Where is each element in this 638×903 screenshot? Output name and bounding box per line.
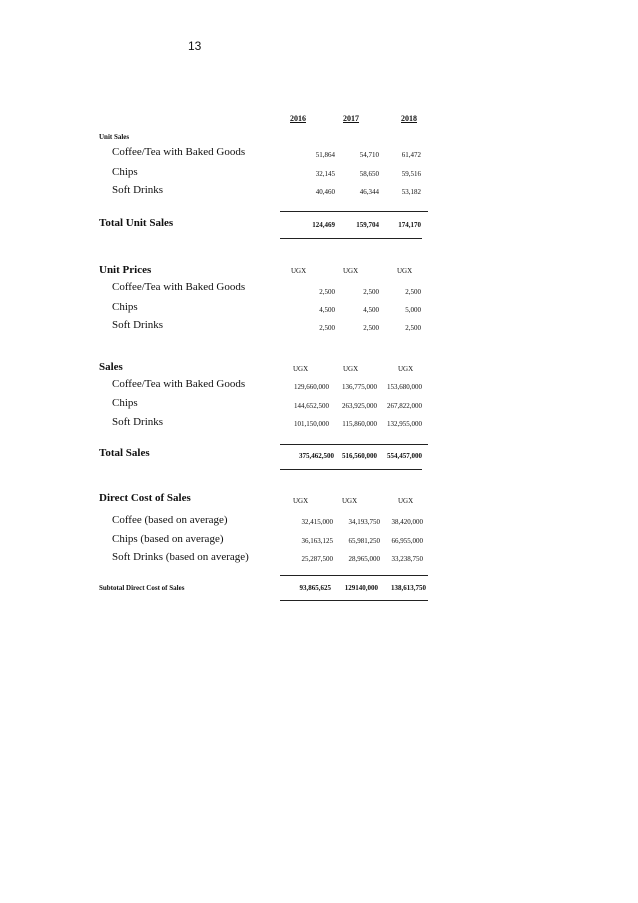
unit-sales-value: 58,650 [359, 170, 379, 178]
direct-cost-value: 38,420,000 [391, 518, 423, 526]
sales-row-label: Soft Drinks [112, 416, 164, 428]
unit-sales-value: 59,516 [401, 170, 421, 178]
direct-cost-row-label: Soft Drinks (based on average) [112, 551, 249, 563]
unit-prices-value: 4,500 [363, 306, 379, 314]
direct-cost-row-label: Coffee (based on average) [112, 514, 228, 526]
subtotal-direct-cost-value: 138,613,750 [391, 584, 426, 592]
unit-sales-heading: Unit Sales [99, 133, 130, 141]
unit-prices-value: 2,500 [319, 324, 335, 332]
unit-sales-value: 40,460 [315, 188, 335, 196]
sales-heading: Sales [99, 361, 123, 373]
unit-sales-value: 51,864 [315, 151, 335, 159]
currency-label: UGX [398, 365, 414, 373]
divider [280, 238, 422, 239]
sales-row-label: Coffee/Tea with Baked Goods [112, 378, 246, 390]
currency-label: UGX [343, 267, 359, 275]
currency-label: UGX [397, 267, 413, 275]
sales-value: 115,860,000 [342, 420, 377, 428]
currency-label: UGX [398, 497, 414, 505]
direct-cost-row-label: Chips (based on average) [112, 533, 224, 545]
subtotal-direct-cost-label: Subtotal Direct Cost of Sales [99, 584, 185, 592]
unit-prices-row-label: Soft Drinks [112, 319, 164, 331]
sales-value: 129,660,000 [294, 383, 329, 391]
divider [280, 444, 428, 445]
unit-sales-value: 53,182 [401, 188, 421, 196]
divider [280, 575, 428, 576]
divider [280, 211, 428, 212]
unit-prices-row-label: Chips [112, 301, 138, 313]
direct-cost-value: 65,981,250 [348, 537, 380, 545]
unit-prices-heading: Unit Prices [99, 264, 152, 276]
unit-sales-value: 54,710 [359, 151, 379, 159]
total-unit-sales-label: Total Unit Sales [99, 217, 174, 229]
currency-label: UGX [342, 497, 358, 505]
total-sales-value: 554,457,000 [387, 452, 422, 460]
sales-row-label: Chips [112, 397, 138, 409]
currency-label: UGX [343, 365, 359, 373]
unit-prices-row-label: Coffee/Tea with Baked Goods [112, 281, 246, 293]
unit-sales-value: 46,344 [359, 188, 379, 196]
sales-value: 267,822,000 [387, 402, 422, 410]
total-unit-sales-value: 174,170 [398, 221, 421, 229]
unit-prices-value: 2,500 [405, 324, 421, 332]
sales-value: 153,680,000 [387, 383, 422, 391]
page-number: 13 [188, 39, 202, 53]
total-sales-label: Total Sales [99, 447, 150, 459]
unit-prices-value: 2,500 [363, 288, 379, 296]
divider [280, 600, 428, 601]
direct-cost-value: 34,193,750 [348, 518, 380, 526]
direct-cost-value: 66,955,000 [391, 537, 423, 545]
total-sales-value: 375,462,500 [299, 452, 334, 460]
unit-sales-row-label: Coffee/Tea with Baked Goods [112, 146, 246, 158]
subtotal-direct-cost-value: 129140,000 [344, 584, 378, 592]
total-sales-value: 516,560,000 [342, 452, 377, 460]
unit-prices-value: 4,500 [319, 306, 335, 314]
sales-value: 144,652,500 [294, 402, 329, 410]
total-unit-sales-value: 124,469 [312, 221, 335, 229]
year-header-2016: 2016 [290, 114, 306, 123]
direct-cost-value: 28,965,000 [348, 555, 380, 563]
sales-value: 263,925,000 [342, 402, 377, 410]
subtotal-direct-cost-value: 93,865,625 [299, 584, 331, 592]
sales-value: 132,955,000 [387, 420, 422, 428]
year-header-2017: 2017 [343, 114, 359, 123]
currency-label: UGX [291, 267, 307, 275]
unit-sales-value: 61,472 [401, 151, 421, 159]
unit-prices-value: 2,500 [405, 288, 421, 296]
currency-label: UGX [293, 497, 309, 505]
unit-prices-value: 2,500 [363, 324, 379, 332]
currency-label: UGX [293, 365, 309, 373]
divider [280, 469, 422, 470]
year-header-2018: 2018 [401, 114, 417, 123]
unit-prices-value: 2,500 [319, 288, 335, 296]
sales-value: 101,150,000 [294, 420, 329, 428]
direct-cost-heading: Direct Cost of Sales [99, 492, 191, 504]
unit-sales-value: 32,145 [315, 170, 335, 178]
direct-cost-value: 32,415,000 [301, 518, 333, 526]
unit-prices-value: 5,000 [405, 306, 421, 314]
direct-cost-value: 25,287,500 [301, 555, 333, 563]
direct-cost-value: 36,163,125 [301, 537, 333, 545]
sales-value: 136,775,000 [342, 383, 377, 391]
direct-cost-value: 33,238,750 [391, 555, 423, 563]
unit-sales-row-label: Soft Drinks [112, 184, 164, 196]
unit-sales-row-label: Chips [112, 166, 138, 178]
total-unit-sales-value: 159,704 [356, 221, 379, 229]
